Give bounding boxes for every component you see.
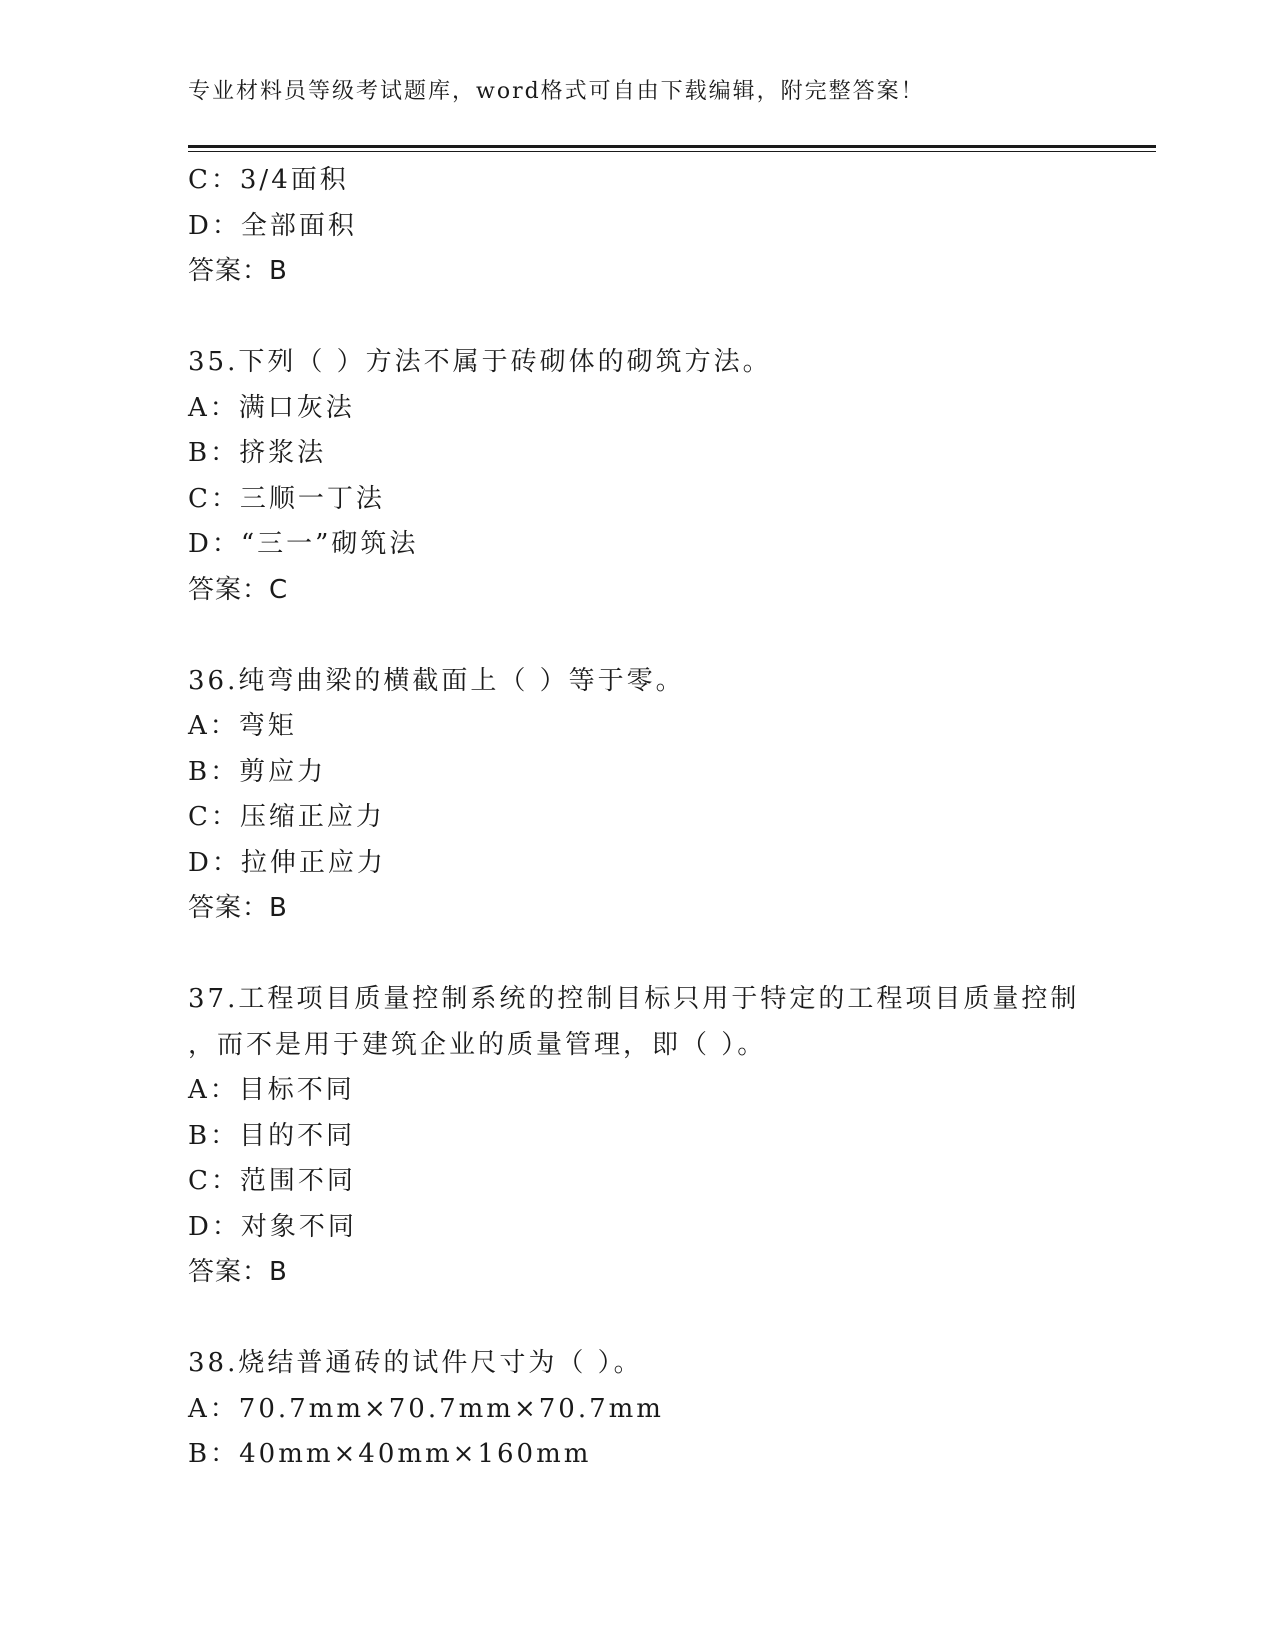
spacer: [188, 1296, 1156, 1342]
option-d: D：全部面积: [188, 210, 357, 241]
question-34-tail: [188, 158, 1156, 295]
question-stem-line-2: ，而不是用于建筑企业的质量管理，即（ ）。: [188, 1029, 767, 1060]
option-c: C：压缩正应力: [188, 802, 385, 832]
option-a: A：目标不同: [188, 1075, 355, 1105]
header-rule-thin: [188, 151, 1156, 152]
question-35: [188, 340, 1156, 613]
option-b: B：剪应力: [188, 756, 327, 787]
question-stem: 36.纯弯曲梁的横截面上（ ）等于零。: [188, 665, 685, 696]
question-37: [188, 977, 1156, 1296]
answer: 答案：C: [188, 574, 289, 605]
option-c: C：范围不同: [188, 1166, 356, 1196]
option-c: C：三顺一丁法: [188, 483, 385, 514]
option-d: D：对象不同: [188, 1211, 357, 1242]
question-stem: 35.下列（ ）方法不属于砖砌体的砌筑方法。: [188, 347, 772, 377]
answer: 答案：B: [188, 1257, 288, 1287]
document-body: [188, 158, 1156, 1478]
option-b: B：目的不同: [188, 1120, 356, 1151]
option-b: B：40mm×40mm×160mm: [188, 1439, 592, 1469]
question-stem-line-1: 37.工程项目质量控制系统的控制目标只用于特定的工程项目质量控制: [188, 984, 1080, 1014]
spacer: [188, 295, 1156, 341]
answer: 答案：B: [188, 256, 288, 286]
option-d: D：“三一”砌筑法: [188, 529, 419, 559]
spacer: [188, 613, 1156, 659]
option-d: D：拉伸正应力: [188, 847, 386, 878]
page-header: 专业材料员等级考试题库，word格式可自由下载编辑，附完整答案！: [188, 79, 925, 104]
answer: 答案：B: [188, 893, 288, 923]
option-a: A：70.7mm×70.7mm×70.7mm: [188, 1393, 664, 1424]
option-a: A：弯矩: [188, 711, 297, 741]
option-a: A：满口灰法: [188, 392, 355, 423]
option-b: B：挤浆法: [188, 438, 327, 468]
header-rule-thick: [188, 145, 1156, 148]
question-36: [188, 659, 1156, 932]
question-38: [188, 1341, 1156, 1478]
question-stem: 38.烧结普通砖的试件尺寸为（ ）。: [188, 1348, 643, 1378]
spacer: [188, 932, 1156, 978]
option-c: C：3/4面积: [188, 165, 349, 195]
